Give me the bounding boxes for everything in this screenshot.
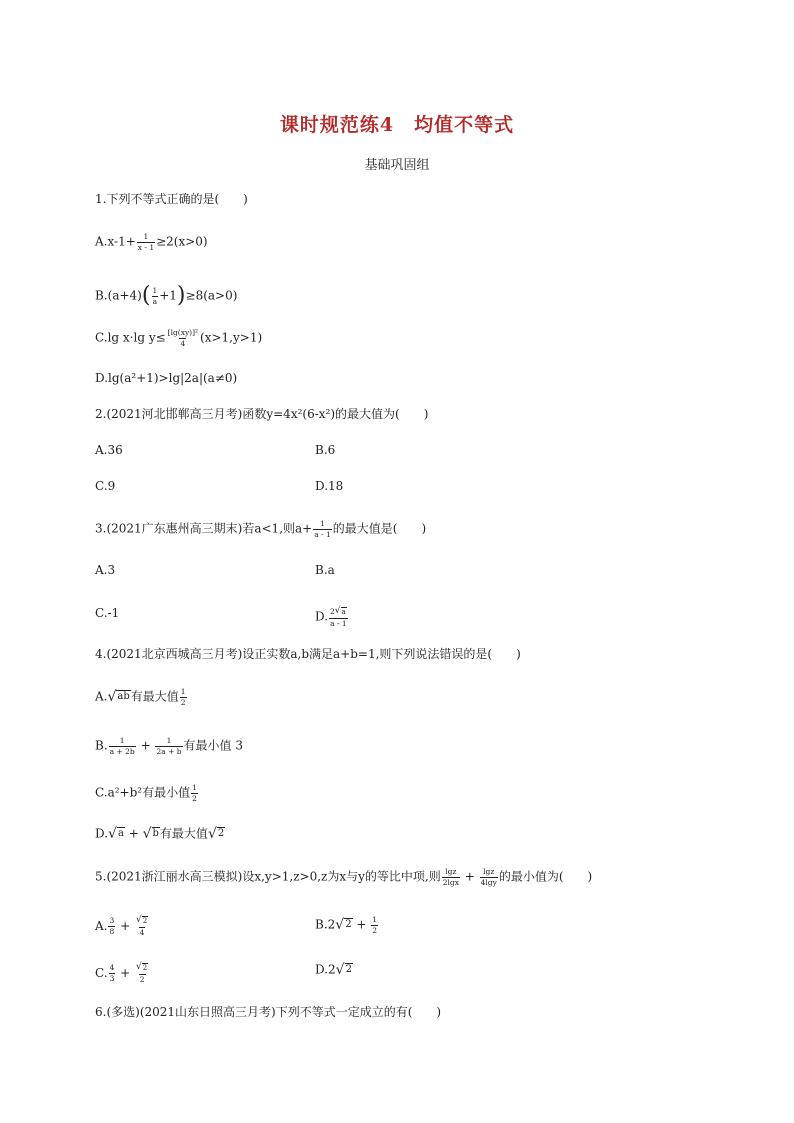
- question-5-option-a: A. $\frac{3}{8}$ + √ 2 4: [95, 915, 148, 937]
- fraction: $\frac{4}{3}$: [109, 963, 115, 983]
- square-root: √ b: [142, 826, 159, 842]
- question-5-option-b: B.2 √ 2 + $\frac{1}{2}$: [315, 915, 378, 935]
- option-b-middle: +1: [159, 288, 177, 303]
- question-3-option-c: C.-1: [95, 606, 120, 620]
- question-5-stem: 5.(2021浙江丽水高三模拟)设x,y>1,z>0,z为x与y的等比中项,则 $\frac{\lg z}{2\lg x}$ + $\frac{\lg z}{4\lg y}$ 的最小值为( ): [95, 867, 593, 887]
- square-root: √ a: [108, 826, 124, 842]
- square-root: √ 2: [207, 826, 225, 842]
- question-3-option-a: A.3: [95, 563, 116, 577]
- question-2-options-row-2: [95, 479, 344, 493]
- fraction-numerator: 1: [320, 519, 325, 528]
- fraction: $\frac{\lg z}{4\lg y}$: [480, 867, 497, 887]
- fraction-denominator: a: [152, 296, 158, 306]
- square-root: √ a: [334, 606, 346, 616]
- fraction: [329, 607, 348, 627]
- fraction: √ 2 4: [135, 915, 148, 937]
- question-4-stem: 4.(2021北京西城高三月考)设正实数a,b满足a+b=1,则下列说法错误的是( ): [95, 647, 521, 661]
- fraction: $\frac{1}{2a + b}$: [156, 736, 182, 756]
- question-2-stem: 2.(2021河北邯郸高三月考)函数y=4x²(6-x²)的最大值为( ): [95, 407, 429, 421]
- question-4-option-b: B. $\frac{1}{a + 2b}$ + $\frac{1}{2a + b}$ 有最小值 3: [95, 736, 243, 756]
- question-4-option-d: D. √ a + √ b 有最大值 √ 2: [95, 826, 225, 842]
- question-4-option-a: A. √ ab 有最大值 $\frac{1}{2}$: [95, 687, 186, 707]
- fraction-denominator: x - 1: [137, 242, 155, 252]
- question-3-options-row-2: [95, 606, 347, 628]
- page-title: 课时规范练4 均值不等式: [279, 114, 515, 136]
- fraction-numerator: [lg(xy)]²: [167, 328, 199, 337]
- section-heading: 基础巩固组: [364, 158, 430, 173]
- square-root: √ 2: [335, 917, 352, 933]
- question-1-option-c: [95, 329, 262, 347]
- fraction: $\frac{1}{2}$: [372, 915, 378, 935]
- square-root: √ ab: [107, 689, 130, 705]
- question-5-option-c: C. $\frac{4}{3}$ + √ 2 2: [95, 962, 148, 984]
- question-3-stem: [95, 520, 426, 538]
- stem-suffix: 的最大值是( ): [332, 521, 427, 536]
- fraction: $\frac{\lg z}{2\lg x}$: [442, 867, 459, 887]
- question-3-option-b: B.a: [315, 563, 335, 577]
- option-b-prefix: B.(a+4): [95, 288, 142, 303]
- question-5-option-d: D.2 √ 2: [315, 962, 352, 978]
- fraction-numerator: 1: [143, 232, 149, 241]
- option-b-suffix: ≥8(a>0): [185, 288, 238, 303]
- fraction-numerator: 1: [152, 286, 158, 295]
- option-c-prefix: C.lg x·lg y≤: [95, 330, 166, 345]
- fraction: [137, 233, 155, 251]
- question-2-option-a: A.36: [95, 443, 123, 457]
- fraction-denominator: 4: [180, 338, 186, 348]
- fraction-denominator: a - 1: [314, 529, 331, 539]
- question-2-option-d: D.18: [315, 479, 344, 493]
- option-c-suffix: (x>1,y>1): [200, 330, 263, 345]
- question-5-options-row-2: [95, 962, 352, 984]
- fraction-denominator: a - 1: [330, 618, 347, 628]
- fraction: $\frac{1}{a + 2b}$: [109, 736, 135, 756]
- question-1-option-a: [95, 233, 208, 251]
- question-1-option-b: B.(a+4)( $\frac{1}{a}$ +1)≥8(a>0): [95, 283, 238, 308]
- fraction: [313, 520, 332, 538]
- question-1-option-d: D.lg(a²+1)>lg|2a|(a≠0): [95, 371, 238, 385]
- fraction: √ 2 2: [136, 962, 148, 984]
- option-a-suffix: ≥2(x>0): [156, 234, 208, 249]
- question-3-option-d: D. 2 √ a a - 1: [315, 606, 347, 628]
- option-a-prefix: A.x-1+: [95, 234, 136, 249]
- question-3-options-row-1: [95, 563, 335, 577]
- question-1-stem: 1.下列不等式正确的是( ): [95, 192, 248, 206]
- question-2-option-c: C.9: [95, 479, 116, 493]
- question-2-options-row-1: [95, 443, 336, 457]
- fraction: $\frac{3}{8}$: [109, 916, 115, 936]
- question-6-stem: 6.(多选)(2021山东日照高三月考)下列不等式一定成立的有( ): [95, 1005, 442, 1019]
- stem-prefix: 3.(2021广东惠州高三期末)若a<1,则a+: [95, 521, 313, 536]
- square-root: √ 2: [335, 962, 352, 978]
- question-4-option-c: C.a²+b²有最小值 $\frac{1}{2}$: [95, 783, 197, 803]
- fraction-numerator: 2 √ a: [330, 606, 346, 616]
- fraction: [151, 287, 158, 305]
- fraction: [167, 329, 199, 347]
- question-2-option-b: B.6: [315, 443, 336, 457]
- fraction: $\frac{1}{2}$: [180, 687, 186, 707]
- question-5-options-row-1: [95, 915, 378, 937]
- fraction: $\frac{1}{2}$: [192, 783, 197, 803]
